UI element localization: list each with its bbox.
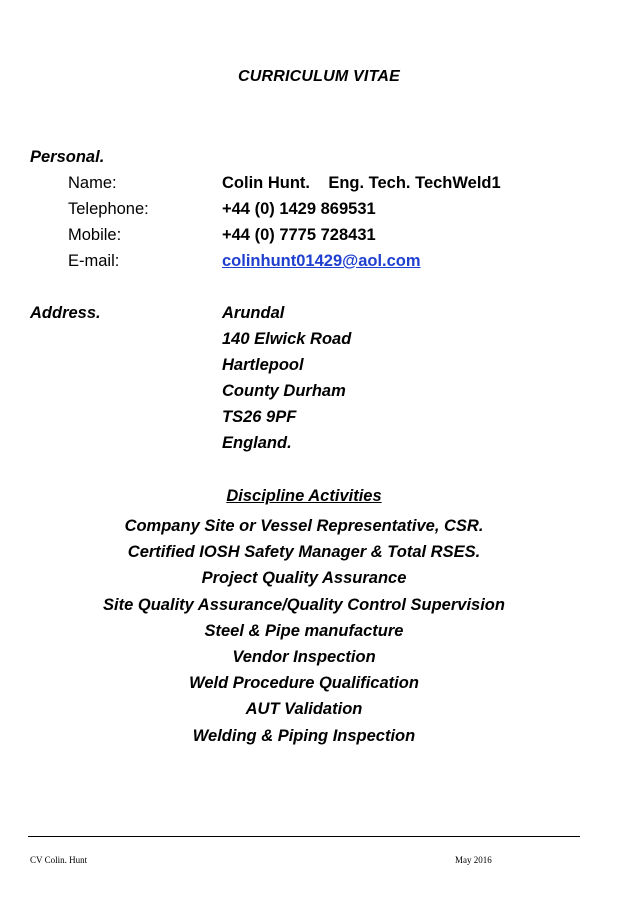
address-heading: Address. — [30, 304, 101, 322]
mobile-row — [0, 226, 638, 252]
address-line: 140 Elwick Road — [222, 330, 352, 348]
email-label: E-mail: — [68, 252, 120, 270]
discipline-item: Project Quality Assurance — [201, 569, 407, 588]
discipline-item: Certified IOSH Safety Manager & Total RSES. — [127, 543, 481, 562]
address-line: TS26 9PF — [222, 408, 297, 426]
address-line: England. — [222, 434, 292, 452]
telephone-row — [0, 200, 638, 226]
discipline-item: AUT Validation — [245, 700, 363, 719]
mobile-label: Mobile: — [68, 226, 122, 244]
discipline-item: Company Site or Vessel Representative, CSR. — [124, 517, 484, 535]
personal-heading: Personal. — [30, 148, 105, 166]
footer-author: CV Colin. Hunt — [30, 855, 88, 865]
telephone-label: Telephone: — [68, 200, 149, 218]
discipline-item: Weld Procedure Qualification — [189, 674, 419, 693]
email-link[interactable]: colinhunt01429@aol.com — [222, 252, 421, 270]
discipline-item: Vendor Inspection — [232, 647, 376, 666]
document-title: CURRICULUM VITAE — [237, 68, 400, 85]
discipline-item: Steel & Pipe manufacture — [204, 621, 404, 640]
discipline-item: Welding & Piping Inspection — [192, 726, 416, 745]
address-line: County Durham — [222, 382, 346, 400]
telephone-value: +44 (0) 1429 869531 — [222, 200, 376, 218]
footer-date: May 2016 — [455, 855, 492, 865]
discipline-item: Site Quality Assurance/Quality Control Supervision — [103, 595, 505, 614]
address-line: Hartlepool — [222, 356, 304, 374]
discipline-list — [0, 513, 608, 749]
discipline-heading: Discipline Activities — [226, 487, 382, 505]
mobile-value: +44 (0) 7775 728431 — [222, 226, 376, 244]
email-row — [0, 252, 638, 278]
address-line: Arundal — [222, 304, 285, 322]
name-value: Colin Hunt. Eng. Tech. TechWeld1 — [222, 174, 501, 192]
name-row — [0, 174, 638, 200]
footer-divider — [28, 836, 580, 837]
name-label: Name: — [68, 174, 117, 192]
